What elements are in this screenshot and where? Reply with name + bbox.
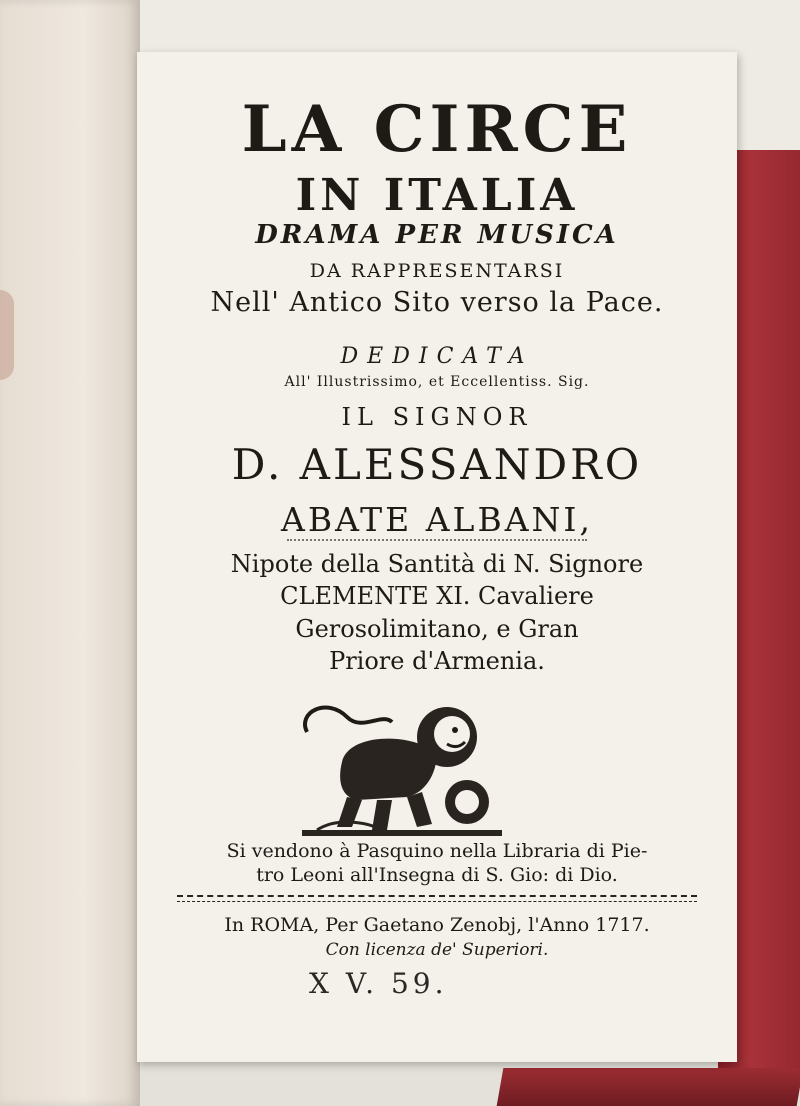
dedication-heading: DEDICATA	[340, 344, 534, 369]
dedicatee-name: D. ALESSANDRO	[231, 440, 643, 489]
seller-line-1: Si vendono à Pasquino nella Libraria di Pie-	[226, 840, 648, 862]
license: Con licenza de' Superiori.	[325, 940, 549, 960]
subtitle-line-3: Nell' Antico Sito verso la Pace.	[210, 287, 664, 318]
title-page	[137, 52, 737, 1062]
handwritten-shelfmark: X V. 59.	[309, 967, 448, 1000]
dashed-rule-1	[177, 895, 697, 897]
subtitle-line-2: DA RAPPRESENTARSI	[309, 260, 565, 282]
dashed-rule-2	[177, 901, 697, 902]
description-line-2: CLEMENTE XI. Cavaliere	[280, 582, 594, 610]
honorific: IL SIGNOR	[341, 403, 533, 431]
seller-line-2: tro Leoni all'Insegna di S. Gio: di Dio.	[256, 864, 618, 886]
left-flyleaf	[0, 0, 140, 1106]
description-line-3: Gerosolimitano, e Gran	[295, 615, 579, 643]
imprint: In ROMA, Per Gaetano Zenobj, l'Anno 1717.	[224, 914, 650, 936]
subtitle-line-1: DRAMA PER MUSICA	[255, 220, 619, 250]
dedicatee-title: ABATE ALBANI,	[281, 500, 593, 539]
binding-edge	[497, 1068, 800, 1106]
title-line-1: LA CIRCE	[241, 92, 633, 167]
description-line-1: Nipote della Santità di N. Signore	[230, 550, 644, 578]
description-line-4: Priore d'Armenia.	[329, 647, 545, 675]
page-stain	[0, 290, 14, 380]
lion-woodcut-icon	[287, 692, 517, 842]
dedication-to: All' Illustrissimo, et Eccellentiss. Sig.	[284, 374, 590, 390]
title-line-2: IN ITALIA	[295, 170, 579, 221]
dotted-rule	[287, 539, 587, 541]
